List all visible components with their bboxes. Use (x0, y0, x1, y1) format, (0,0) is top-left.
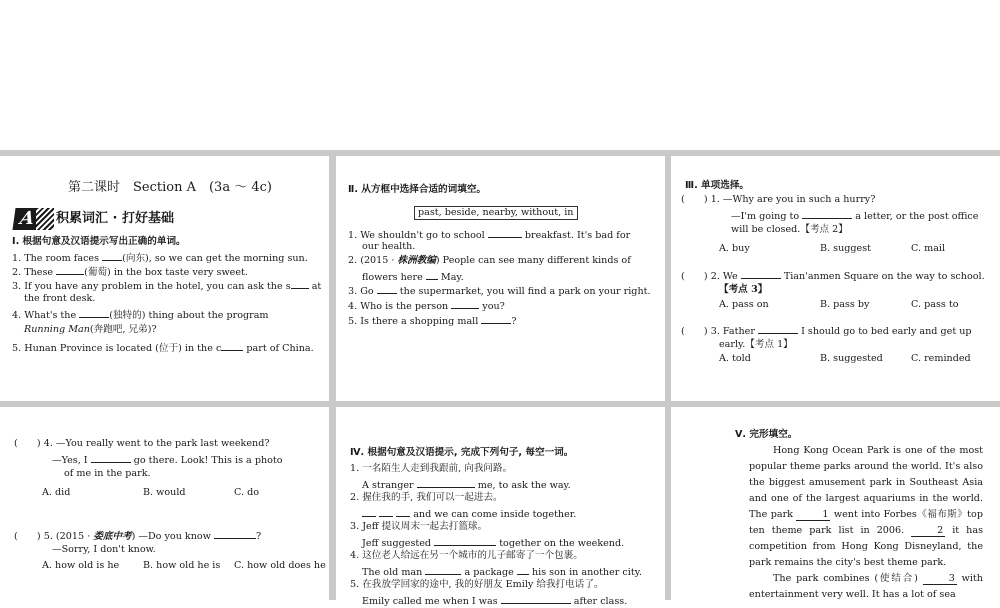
answer-blank[interactable] (802, 209, 852, 219)
option-c[interactable]: C. reminded (911, 353, 971, 364)
section-heading: 积累词汇 · 打好基础 (56, 211, 174, 226)
sentence-5: Emily called me when I was after class. (362, 596, 628, 607)
lesson-title: 第二课时 Section A (3a ～ 4c) (68, 180, 272, 195)
question-5: 5. Is there a shopping mall ? (348, 316, 517, 327)
question-5: ( ) 5. (2015 · 娄底中考) —Do you know ? (14, 531, 262, 542)
question-5: 5. Hunan Province is located (位于) in the c part of China. (12, 343, 314, 354)
answer-blank[interactable] (91, 453, 131, 463)
sentence-2: and we can come inside together. (362, 507, 576, 521)
option-a[interactable]: A. did (42, 487, 71, 498)
multiple-choice-continued-panel (0, 407, 329, 600)
answer-blank[interactable] (79, 308, 109, 318)
answer-blank[interactable] (741, 269, 781, 279)
cloze-passage (749, 443, 983, 603)
badge-stripes (36, 208, 54, 230)
answer-blank[interactable] (758, 324, 798, 334)
option-b[interactable]: B. pass by (820, 299, 870, 310)
question-4-line3: of me in the park. (64, 468, 151, 479)
answer-blank[interactable] (417, 478, 475, 488)
option-a[interactable]: A. told (719, 353, 751, 364)
sentence-1: A stranger me, to ask the way. (362, 480, 571, 491)
answer-blank[interactable] (517, 565, 529, 575)
sentence-completion-panel (336, 407, 665, 607)
question-1-line2: —I'm going to a letter, or the post office (731, 211, 979, 222)
word-box-panel (336, 156, 665, 401)
option-c[interactable]: C. do (234, 487, 260, 498)
option-b[interactable]: B. suggested (820, 353, 883, 364)
answer-blank[interactable] (434, 536, 496, 546)
answer-blank[interactable] (451, 299, 479, 309)
question-4: 4. What's the (独特的) thing about the program (12, 310, 269, 321)
paragraph-1: Hong Kong Ocean Park is one of the most popular theme parks around the world. It's also the biggest amusement park in Southeast Asia and one of the largest aquariums in the world. The park 1 went into Forbes《福布斯》top ten theme park list in 2006. 2 it has competition from Hong Kong Disneyland, the park remains the city's best theme park. (749, 445, 983, 568)
sentence-3-chinese: 3. Jeff 提议周末一起去打篮球。 (350, 521, 488, 532)
question-4-line2: —Yes, I go there. Look! This is a photo (52, 455, 283, 466)
answer-blank[interactable] (362, 507, 376, 517)
answer-blank[interactable] (379, 507, 393, 517)
sentence-2-chinese: 2. 握住我的手, 我们可以一起进去。 (350, 492, 503, 503)
question-2-cont: flowers here May. (362, 272, 464, 283)
answer-blank[interactable] (221, 341, 243, 351)
question-1: 1. The room faces (向东), so we can get the morning sun. (12, 253, 308, 264)
paragraph-2: The park combines (使结合) 3 with entertainment very well. It has a lot of sea (749, 573, 983, 600)
part4-heading: Ⅳ. 根据句意及汉语提示, 完成下列句子, 每空一词。 (350, 447, 574, 458)
question-2: 2. These (葡萄) in the box taste very sweet. (12, 267, 248, 278)
question-3: 3. Go the supermarket, you will find a park on your right. (348, 286, 651, 297)
multiple-choice-panel (671, 156, 1000, 401)
option-b[interactable]: B. how old he is (143, 560, 221, 571)
option-c[interactable]: C. mail (911, 243, 946, 254)
option-c[interactable]: C. how old does he (234, 560, 326, 571)
option-c[interactable]: C. pass to (911, 299, 959, 310)
sentence-4-chinese: 4. 这位老人给远在另一个城市的儿子邮寄了一个包裹。 (350, 550, 583, 561)
answer-blank[interactable] (426, 270, 438, 280)
question-2: ( ) 2. We Tian'anmen Square on the way to school. (681, 271, 985, 282)
answer-blank[interactable] (377, 284, 397, 294)
option-a[interactable]: A. buy (719, 243, 750, 254)
question-1-cont: our health. (362, 241, 416, 252)
sentence-1-chinese: 1. 一名陌生人走到我跟前, 向我问路。 (350, 463, 513, 474)
question-2: 2. (2015 · 株洲教编) People can see many different kinds of (348, 255, 631, 266)
part5-heading: Ⅴ. 完形填空。 (735, 429, 798, 440)
sentence-5-chinese: 5. 在我放学回家的途中, 我的好朋友 Emily 给我打电话了。 (350, 579, 604, 590)
question-2-tag: 【考点 3】 (719, 284, 768, 295)
part1-heading: Ⅰ. 根据句意及汉语提示写出正确的单词。 (12, 236, 186, 247)
question-1-line3: will be closed.【考点 2】 (731, 224, 848, 235)
question-4-cont: Running Man(奔跑吧, 兄弟)? (24, 324, 157, 335)
option-a[interactable]: A. how old is he (42, 560, 120, 571)
question-3: ( ) 3. Father I should go to bed early and get up (681, 326, 972, 337)
question-1: 1. We shouldn't go to school breakfast. It's bad for (348, 230, 631, 241)
option-a[interactable]: A. pass on (719, 299, 769, 310)
answer-blank[interactable] (396, 507, 410, 517)
answer-blank[interactable] (425, 565, 461, 575)
cloze-panel (671, 407, 1000, 600)
question-5-line2: —Sorry, I don't know. (52, 544, 156, 555)
sentence-3: Jeff suggested together on the weekend. (362, 538, 625, 549)
cloze-blank-2[interactable]: 2 (911, 525, 945, 537)
answer-blank[interactable] (214, 529, 256, 539)
question-1: ( ) 1. —Why are you in such a hurry? (681, 194, 876, 205)
answer-blank[interactable] (291, 279, 309, 289)
question-4: ( ) 4. —You really went to the park last weekend? (14, 438, 270, 449)
sentence-4: The old man a package his son in another city. (362, 567, 642, 578)
part3-heading: Ⅲ. 单项选择。 (685, 180, 750, 191)
question-4: 4. Who is the person you? (348, 301, 505, 312)
answer-blank[interactable] (488, 228, 522, 238)
answer-blank[interactable] (501, 594, 571, 604)
word-box: past, beside, nearby, without, in (414, 206, 578, 220)
question-3: 3. If you have any problem in the hotel, you can ask the s at (12, 281, 322, 292)
part2-heading: Ⅱ. 从方框中选择合适的词填空。 (348, 184, 487, 195)
option-b[interactable]: B. suggest (820, 243, 871, 254)
section-badge: A (12, 208, 41, 230)
cloze-blank-3[interactable]: 3 (923, 573, 957, 585)
cloze-blank-1[interactable]: 1 (796, 509, 830, 521)
option-b[interactable]: B. would (143, 487, 186, 498)
vocabulary-panel (0, 156, 329, 401)
question-3-line2: early.【考点 1】 (719, 339, 793, 350)
question-3-cont: the front desk. (24, 293, 96, 304)
answer-blank[interactable] (481, 314, 511, 324)
answer-blank[interactable] (102, 251, 122, 261)
answer-blank[interactable] (56, 265, 84, 275)
